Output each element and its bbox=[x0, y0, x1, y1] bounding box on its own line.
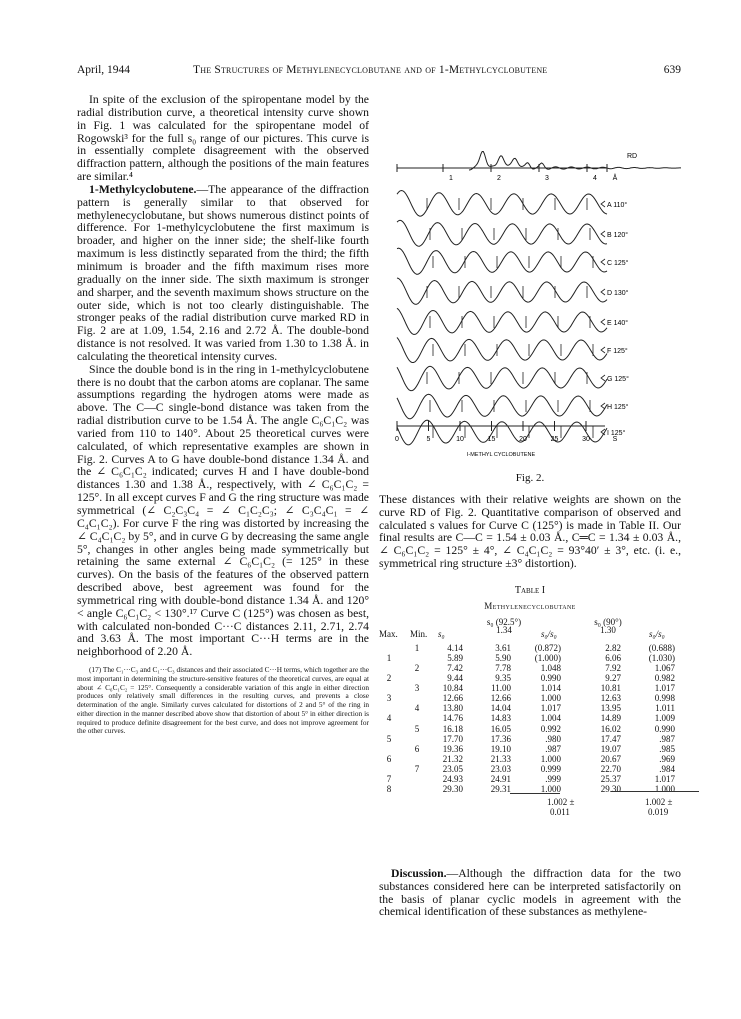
paragraph-double-bond: Since the double bond is in the ring in 1-methylcyclobutene there is no doubt that the carbon atoms are coplanar. The same assumptions regarding the hydrogen atoms were made as above. The C—C single-bond distance was taken from the radial distribution curve to be 1.54 Å. The angle C₆C₁C₂ was varied from 110 to 140°. About 25 theoretical curves were calculated, of which representative examples are shown in Fig. 2. Curves A to G have double-bond distance 1.34 Å. and the ∠ C₆C₁C₂ indicated; curves H and I have double-bond distances 1.30 and 1.38 Å., respectively, with ∠ C₆C₁C₂ = 125°. In all except curves F and G the ring structure was made symmetrical (∠ C₂C₃C₄ = ∠ C₁C₂C₃; ∠ C₃C₄C₁ = ∠ C₄C₁C₂). For curve F the ring was distorted by increasing the ∠ C₄C₁C₂ by 5°, and in curve G by decreasing the same angle 5°, changes in other angles being made symmetrically but retaining the same external ∠ C₆C₁C₂ (= 125° in these curves). On the basis of the features of the observed pattern described above, best agreement was found for the symmetrical ring with double-bond distance 1.34 Å. and 120° < angle C₆C₁C₂ < 130°.¹⁷ Curve C (125°) was chosen as best, with calculated non-bonded C···C distances 2.11, 2.71, 2.74 and 3.63 Å. The most important C···H terms are in the neighborhood of 2.20 Å. bbox=[77, 362, 369, 659]
table-cell-s2: 12.63 bbox=[600, 693, 621, 704]
table-cell-s0: 24.93 bbox=[442, 774, 463, 785]
table-average-2: 1.002 ± bbox=[645, 796, 673, 807]
figure-caption: Fig. 2. bbox=[515, 472, 545, 484]
discussion-heading: Discussion. bbox=[391, 867, 447, 880]
table-cell-s1: 23.03 bbox=[490, 763, 511, 774]
table-cell-s1: 19.10 bbox=[490, 743, 511, 754]
table-cell-r1: .980 bbox=[545, 733, 561, 744]
s-axis-tick-label: 0 bbox=[395, 436, 399, 443]
table-cell-s0: 10.84 bbox=[442, 683, 463, 694]
table-cell-s1: 29.31 bbox=[490, 784, 511, 795]
table-deviation-2: 0.019 bbox=[648, 806, 669, 817]
table-cell-max: 2 bbox=[386, 673, 392, 684]
table-cell-min: 6 bbox=[414, 743, 420, 754]
table-cell-s1: 7.78 bbox=[495, 662, 511, 673]
col-header-ratio1: s₀/s₀ bbox=[541, 628, 557, 639]
table-cell-r2: 1.067 bbox=[654, 662, 675, 673]
table-cell-r2: (1.030) bbox=[648, 652, 675, 663]
curve-label: E 140° bbox=[607, 320, 629, 327]
s-axis-tick-label: 25 bbox=[550, 436, 559, 443]
table-cell-min: 7 bbox=[414, 763, 420, 774]
intensity-curve bbox=[397, 337, 607, 362]
table-subtitle: Methylenecyclobutane bbox=[484, 600, 576, 611]
table-cell-s2: 20.67 bbox=[600, 753, 621, 764]
table-cell-s1: 5.90 bbox=[495, 652, 511, 663]
col-header-s1-distance: 1.34 bbox=[496, 624, 512, 635]
table-cell-r2: .987 bbox=[659, 733, 675, 744]
header-title: The Structures of Methylenecyclobutane and of 1-Methylcyclobutene bbox=[193, 64, 548, 76]
table-cell-s2: 13.95 bbox=[600, 703, 621, 714]
curve-label-arrow bbox=[601, 319, 605, 325]
intensity-curve bbox=[397, 308, 607, 334]
curve-label-arrow bbox=[601, 231, 605, 237]
table-cell-r1: .987 bbox=[545, 743, 561, 754]
curve-label-arrow bbox=[601, 201, 605, 207]
table-cell-s2: 6.06 bbox=[605, 652, 621, 663]
table-cell-s2: 17.47 bbox=[600, 733, 621, 744]
intensity-curve bbox=[397, 191, 607, 217]
table-cell-s0: 5.89 bbox=[447, 652, 463, 663]
col-header-s1: s₀ (92.5°) bbox=[486, 616, 522, 627]
table-cell-r2: 1.009 bbox=[654, 713, 675, 724]
rd-tick-label: 1 bbox=[449, 175, 453, 182]
table-cell-max: 5 bbox=[386, 733, 392, 744]
rd-curve-panel bbox=[397, 152, 681, 183]
table-cell-s2: 29.30 bbox=[600, 784, 621, 795]
table-cell-s1: 14.04 bbox=[490, 703, 511, 714]
table-cell-r1: 0.999 bbox=[540, 763, 561, 774]
table-cell-max: 1 bbox=[386, 652, 392, 663]
intensity-curves bbox=[397, 191, 629, 445]
table-cell-s1: 14.83 bbox=[490, 713, 511, 724]
table-rule bbox=[611, 791, 699, 793]
rd-tick-label: Å bbox=[612, 175, 618, 182]
table-cell-r1: 1.014 bbox=[540, 683, 561, 694]
table-cell-s2: 25.37 bbox=[600, 774, 621, 785]
table-cell-s0: 17.70 bbox=[442, 733, 463, 744]
curve-label: I 125° bbox=[607, 430, 626, 437]
curve-label: D 130° bbox=[607, 290, 629, 297]
col-header-min: Min. bbox=[410, 628, 428, 639]
paragraph-methylcyclobutene-text: —The appearance of the diffraction pattern is generally similar to that observed for methylenecyclobutane, but shows numerous distinct points of difference. For 1-methylcyclobutene the first maximum is broader, and higher on the inner side; the shelf-like fourth maximum is less distinctly separated from the third; the fifth minimum is broader and the fifth maximum rises more gradually on the inner side. The sixth maximum is stronger and sharper, and the seventh maximum shows structure on the outer side, which is not too clearly distinguishable. The stronger peaks of the radial distribution curve marked RD in Fig. 2 are at 1.09, 1.54, 2.16 and 2.72 Å. The double-bond distance is not resolved. It was varied from 1.30 to 1.38 Å. in calculating the theoretical intensity curves. bbox=[77, 182, 369, 363]
table-cell-s1: 24.91 bbox=[490, 774, 511, 785]
table-cell-s1: 16.05 bbox=[490, 723, 511, 734]
table-cell-s0: 19.36 bbox=[442, 743, 463, 754]
table-cell-r1: (0.872) bbox=[534, 642, 561, 653]
s-axis-tick-label: 20 bbox=[519, 436, 527, 443]
col-header-s2: s₀ (90°) bbox=[594, 616, 622, 627]
section-heading-methylcyclobutene: 1-Methylcyclobutene. bbox=[89, 182, 197, 196]
paragraph-final-results: These distances with their relative weights are shown on the curve RD of Fig. 2. Quantitative comparison of observed and calculated s values for Curve C (125°) is made in Table II. Our final results are C—C = 1.54 ± 0.03 Å., C═C = 1.34 ± 0.03 Å., ∠ C₆C₁C₂ = 125° ± 4°, ∠ C₄C₁C₂ = 93°40′ ± 3°, etc. (i. e., symmetrical ring structure ±3° distortion). bbox=[379, 493, 681, 570]
col-header-max: Max. bbox=[379, 628, 398, 639]
curve-label: G 125° bbox=[607, 376, 629, 383]
intensity-curve bbox=[397, 278, 607, 304]
curve-label: B 120° bbox=[607, 232, 629, 239]
table-cell-r1: .999 bbox=[545, 774, 561, 785]
curve-label: A 110° bbox=[607, 202, 628, 209]
curve-label: F 125° bbox=[607, 348, 628, 355]
rd-tick-label: 4 bbox=[593, 175, 597, 182]
s-axis-tick-label: 5 bbox=[426, 436, 431, 443]
s-axis-tick-label: S bbox=[612, 436, 618, 443]
paragraph-spiropentane: In spite of the exclusion of the spiropentane model by the radial distribution curve, a theoretical intensity curve shown in Fig. 1 was calculated for the spiropentane model of Rogowski³ for the full s₀ range of our pictures. This curve is in essentially complete disagreement with the observed diffraction pattern, although the positions of the main features are similar.⁴ bbox=[77, 93, 369, 184]
table-cell-r2: 1.011 bbox=[655, 703, 675, 714]
table-cell-r1: 1.004 bbox=[540, 713, 561, 724]
table-cell-s1: 9.35 bbox=[495, 673, 511, 684]
table-cell-s2: 2.82 bbox=[605, 642, 621, 653]
table-cell-r1: 1.000 bbox=[540, 753, 561, 764]
table-cell-max: 7 bbox=[386, 774, 392, 785]
table-cell-s2: 9.27 bbox=[605, 673, 621, 684]
table-cell-r2: .985 bbox=[659, 743, 675, 754]
s-axis-tick-label: 10 bbox=[456, 436, 464, 443]
table-cell-s0: 16.18 bbox=[442, 723, 463, 734]
table-title: Table I bbox=[514, 584, 546, 596]
table-cell-min: 4 bbox=[414, 703, 420, 714]
paragraph-discussion bbox=[379, 868, 681, 919]
table-cell-r2: .969 bbox=[659, 753, 675, 764]
table-deviation-1: 0.011 bbox=[550, 806, 570, 817]
rd-tick-label: 3 bbox=[545, 175, 549, 182]
intensity-curve bbox=[397, 394, 607, 419]
table-cell-r1: 1.048 bbox=[540, 662, 561, 673]
table-cell-s0: 14.76 bbox=[442, 713, 463, 724]
table-average-1: 1.002 ± bbox=[547, 796, 575, 807]
table-cell-r1: (1.000) bbox=[534, 652, 561, 663]
curve-label-arrow bbox=[601, 347, 605, 353]
table-cell-r2: 0.998 bbox=[654, 693, 675, 704]
table-cell-s0: 23.05 bbox=[442, 763, 463, 774]
table-cell-s2: 10.81 bbox=[600, 683, 621, 694]
rd-ticks bbox=[397, 164, 618, 182]
table-cell-max: 3 bbox=[386, 693, 392, 704]
table-cell-s0: 4.14 bbox=[447, 642, 463, 653]
rd-tick-label: 2 bbox=[497, 175, 501, 182]
s-axis-tick-label: 15 bbox=[487, 436, 496, 443]
table-cell-s2: 19.07 bbox=[600, 743, 621, 754]
table-cell-min: 3 bbox=[414, 683, 420, 694]
table-cell-max: 4 bbox=[386, 713, 392, 724]
table-cell-s0: 9.44 bbox=[447, 673, 463, 684]
intensity-curve bbox=[397, 366, 607, 390]
table-cell-s2: 16.02 bbox=[600, 723, 621, 734]
table-1 bbox=[379, 585, 681, 823]
intensity-curve bbox=[397, 248, 607, 274]
table-rule-left bbox=[510, 793, 560, 795]
table-cell-r2: 0.982 bbox=[654, 673, 675, 684]
table-cell-s1: 17.36 bbox=[490, 733, 511, 744]
discussion-text: —Although the diffraction data for the two substances considered here can be interpreted satisfactorily on the basis of planar cyclic models in agreement with the chemical identification of these substances as methylene- bbox=[379, 867, 681, 919]
s-axis bbox=[395, 421, 618, 458]
table-cell-s1: 21.33 bbox=[490, 753, 511, 764]
table-cell-s1: 11.00 bbox=[491, 683, 511, 694]
table-cell-r2: 0.990 bbox=[654, 723, 675, 734]
paragraph-methylcyclobutene bbox=[77, 184, 369, 364]
table-cell-r1: 0.992 bbox=[540, 723, 561, 734]
table-cell-r1: 0.990 bbox=[540, 673, 561, 684]
table-cell-s0: 12.66 bbox=[442, 693, 463, 704]
rd-label: RD bbox=[627, 153, 638, 160]
table-cell-max: 8 bbox=[386, 784, 392, 795]
table-body bbox=[379, 611, 681, 823]
intensity-curve bbox=[397, 220, 607, 246]
running-header bbox=[77, 64, 681, 80]
table-cell-s0: 13.80 bbox=[442, 703, 463, 714]
table-cell-s2: 14.89 bbox=[600, 713, 621, 724]
table-cell-r2: 1.000 bbox=[654, 784, 675, 795]
curve-label: H 125° bbox=[607, 404, 629, 411]
table-rows bbox=[379, 643, 681, 808]
left-column bbox=[77, 94, 369, 736]
table-cell-r1: 1.000 bbox=[540, 784, 561, 795]
header-date: April, 1944 bbox=[77, 64, 131, 76]
footnote-17: (17) The C₁···C₃ and C₁···C₃ distances and their associated C···H terms, which together are the most important in determining the structure-sensitive features of the theoretical curves, are equal at about ∠ C₆C₁C₂ = 125°. Consequently a considerable variation of this angle in either direction produces only relatively small differences in the resulting curves, and prevents a close determination of the angle. Similarly curves calculated for distortions of 2 and 5° of the ring in either direction in the manner described above show that distortion of about 5° in either direction is required to produce definite disagreement for the best curve, and does not improve agreement for the other curves. bbox=[77, 665, 369, 736]
curve-label-arrow bbox=[601, 375, 605, 381]
table-cell-r2: (0.688) bbox=[648, 642, 675, 653]
table-cell-min: 1 bbox=[414, 642, 420, 653]
col-header-s0: s₀ bbox=[438, 628, 445, 639]
col-header-ratio2: s₀/s₀ bbox=[649, 628, 665, 639]
table-cell-s1: 12.66 bbox=[490, 693, 511, 704]
curve-label-arrow bbox=[601, 289, 605, 295]
curve-label: C 125° bbox=[607, 260, 629, 267]
table-cell-s2: 22.70 bbox=[600, 763, 621, 774]
rd-curve bbox=[469, 152, 681, 171]
page-number: 639 bbox=[663, 64, 681, 76]
curve-label-arrow bbox=[601, 403, 605, 409]
s-axis-title: I-METHYL CYCLOBUTENE bbox=[466, 452, 536, 458]
table-cell-r2: .984 bbox=[659, 763, 675, 774]
col-header-s2-distance: 1.30 bbox=[600, 624, 616, 635]
table-cell-min: 2 bbox=[414, 662, 420, 673]
table-cell-s0: 7.42 bbox=[447, 662, 463, 673]
table-cell-r1: 1.000 bbox=[540, 693, 561, 704]
table-cell-s1: 3.61 bbox=[495, 642, 511, 653]
table-cell-max: 6 bbox=[386, 753, 392, 764]
curve-label-arrow bbox=[601, 259, 605, 265]
table-cell-min: 5 bbox=[414, 723, 420, 734]
table-cell-r2: 1.017 bbox=[654, 683, 675, 694]
table-cell-r2: 1.017 bbox=[654, 774, 675, 785]
right-column bbox=[379, 94, 681, 823]
table-cell-s0: 29.30 bbox=[442, 784, 463, 795]
s-axis-tick-label: 30 bbox=[582, 436, 590, 443]
table-cell-s0: 21.32 bbox=[442, 753, 463, 764]
figure-2 bbox=[379, 94, 681, 464]
table-cell-s2: 7.92 bbox=[605, 662, 621, 673]
table-cell-r1: 1.017 bbox=[540, 703, 561, 714]
